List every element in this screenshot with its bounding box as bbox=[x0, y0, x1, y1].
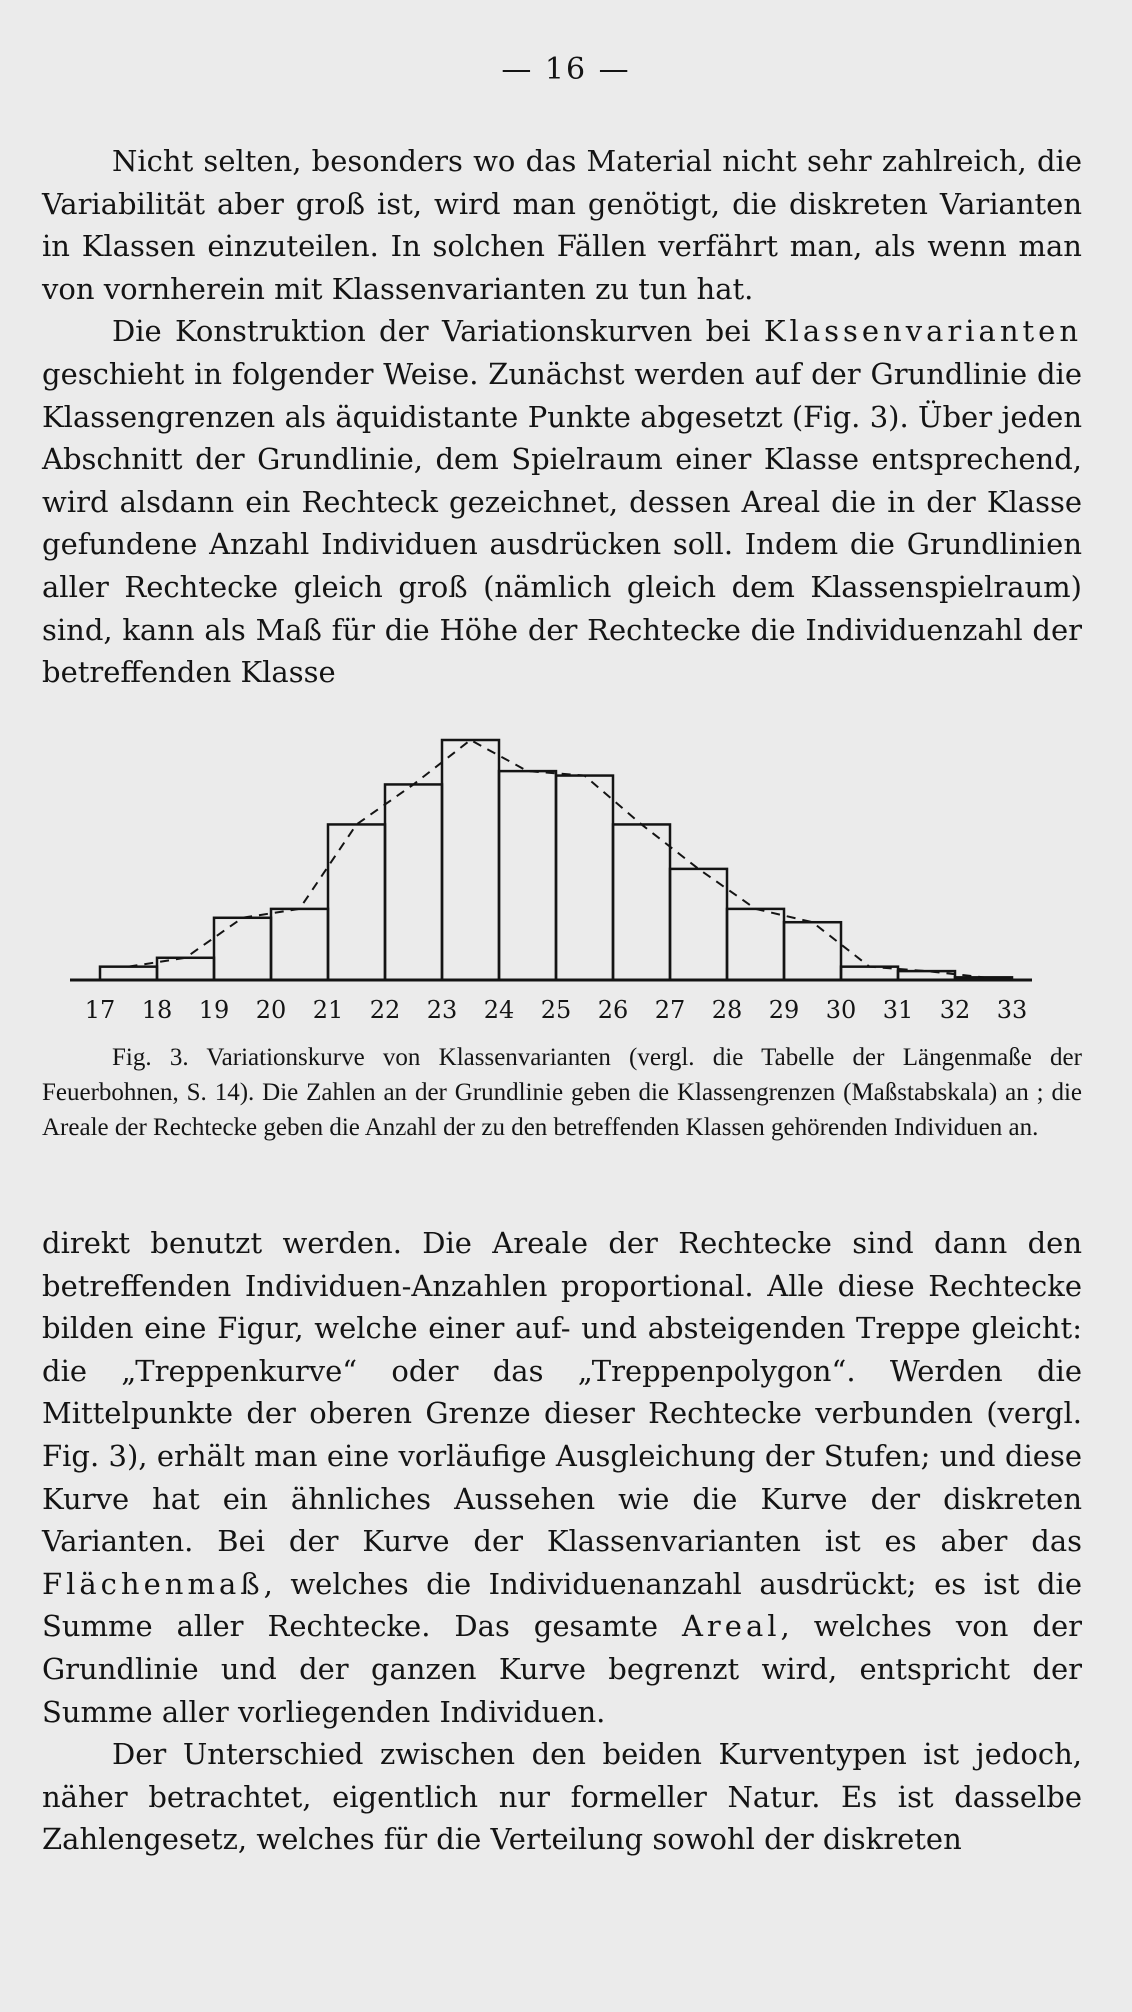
histogram-bar bbox=[214, 918, 271, 980]
histogram-bar bbox=[100, 967, 157, 980]
histogram-bar bbox=[784, 922, 841, 980]
paragraph-4: Der Unterschied zwischen den beiden Kurventypen ist jedoch, näher betrachtet, eigentlich nur formeller Natur. Es ist dasselbe Zahlengesetz, welches für die Verteilung sowohl der diskreten bbox=[42, 1737, 1082, 1857]
class-boundary-label: 17 bbox=[84, 996, 116, 1024]
class-boundary-label: 29 bbox=[768, 996, 800, 1024]
histogram-bar bbox=[670, 869, 727, 980]
class-boundary-label: 23 bbox=[426, 996, 458, 1024]
text-block-upper bbox=[42, 140, 1082, 694]
class-boundary-label: 22 bbox=[369, 996, 401, 1024]
class-boundary-label: 18 bbox=[141, 996, 173, 1024]
paragraph-3: direkt benutzt werden. Die Areale der Rechtecke sind dann den betreffenden Individuen-Anzahlen proportional. Alle diese Rechtecke bilden eine Figur, welche einer auf- und absteigenden Treppe gleicht: die „Treppenkurve“ oder das „Treppenpolygon“. Werden die Mittelpunkte der oberen Grenze dieser Rechtecke verbunden (vergl. Fig. 3), erhält man eine vorläufige Ausgleichung der Stufen; und diese Kurve hat ein ähnliches Aussehen wie die Kurve der diskreten Varianten. Bei der Kurve der Klassenvarianten ist es aber das Flächenmaß, welches die Individuenanzahl ausdrückt; es ist die Summe aller Rechtecke. Das gesamte Areal, welches von der Grundlinie und der ganzen Kurve begrenzt wird, entspricht der Summe aller vorliegenden Individuen. bbox=[42, 1226, 1082, 1729]
caption-text: Variationskurve von Klassenvarianten (vergl. die Tabelle der Längenmaße der Feuerbohnen, S. 14). Die Zahlen an der Grundlinie geben die Klassengrenzen (Maßstabskala) an ; die Areale der Rechtecke geben die Anzahl der zu den betreffenden Klassen gehörenden Individuen an. bbox=[42, 1044, 1082, 1141]
histogram-bar bbox=[442, 740, 499, 980]
histogram-bar bbox=[499, 771, 556, 980]
paragraph-1: Nicht selten, besonders wo das Material nicht sehr zahlreich, die Variabilität aber groß ist, wird man genötigt, die diskreten Varianten in Klassen einzuteilen. In solchen Fällen verfährt man, als wenn man von vornherein mit Klassenvarianten zu tun hat. bbox=[42, 144, 1082, 306]
histogram-bar bbox=[727, 909, 784, 980]
caption-label: Fig. 3. bbox=[112, 1044, 189, 1071]
paragraph-2: Die Konstruktion der Variationskurven bei Klassenvarianten geschieht in folgender Weise. Zunächst werden auf der Grundlinie die Klassengrenzen als äquidistante Punkte abgesetzt (Fig. 3). Über jeden Abschnitt der Grundlinie, dem Spielraum einer Klasse entsprechend, wird alsdann ein Rechteck gezeichnet, dessen Areal die in der Klasse gefundene Anzahl Individuen ausdrücken soll. Indem die Grundlinien aller Rechtecke gleich groß (nämlich gleich dem Klassenspielraum) sind, kann als Maß für die Höhe der Rechtecke die Individuenzahl der betreffenden Klasse bbox=[42, 314, 1082, 690]
class-boundary-label: 30 bbox=[825, 996, 857, 1024]
class-boundary-label: 25 bbox=[540, 996, 572, 1024]
histogram-bar bbox=[328, 824, 385, 980]
class-boundary-label: 31 bbox=[882, 996, 914, 1024]
histogram-bar bbox=[271, 909, 328, 980]
histogram-bar bbox=[556, 776, 613, 980]
class-boundary-label: 19 bbox=[198, 996, 230, 1024]
class-boundary-label: 21 bbox=[312, 996, 344, 1024]
histogram-bar bbox=[613, 824, 670, 980]
histogram-bar bbox=[385, 784, 442, 980]
class-boundary-label: 32 bbox=[939, 996, 971, 1024]
figure-3-histogram bbox=[60, 720, 1050, 1030]
page-number: — 16 — bbox=[501, 52, 631, 87]
class-boundary-label: 24 bbox=[483, 996, 515, 1024]
class-boundary-label: 20 bbox=[255, 996, 287, 1024]
class-boundary-label: 33 bbox=[996, 996, 1028, 1024]
class-boundary-label: 27 bbox=[654, 996, 686, 1024]
text-block-lower bbox=[42, 1222, 1082, 1861]
class-boundary-label: 28 bbox=[711, 996, 743, 1024]
figure-caption bbox=[42, 1040, 1082, 1145]
class-boundary-label: 26 bbox=[597, 996, 629, 1024]
